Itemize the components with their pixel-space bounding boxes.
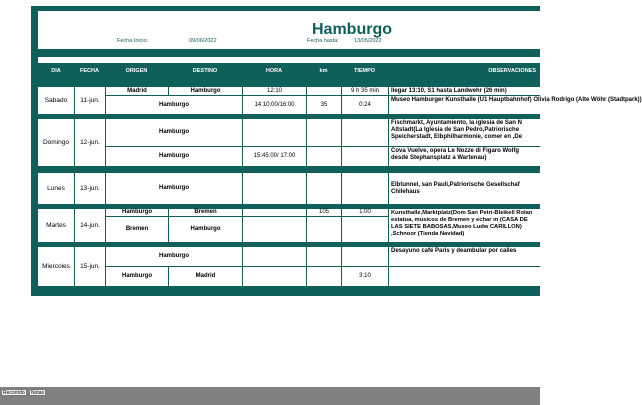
time-cell[interactable]	[242, 266, 306, 286]
notes-cell[interactable]: Desayuno café Paris y deambular por calles	[388, 246, 540, 266]
km-cell[interactable]: 105	[306, 208, 341, 216]
page-title: Hamburgo	[312, 21, 392, 38]
duration-cell[interactable]	[341, 172, 388, 204]
day-name[interactable]: Lunes	[38, 172, 74, 204]
start-date-label: Fecha Inicio:	[117, 38, 149, 44]
duration-cell[interactable]	[341, 246, 388, 266]
day-block-sabado	[38, 86, 642, 114]
col-dia: DIA	[51, 68, 61, 74]
km-cell[interactable]	[306, 118, 341, 146]
destination-cell[interactable]: Bremen	[168, 208, 242, 216]
km-cell[interactable]	[306, 146, 341, 166]
day-date[interactable]: 13-jun.	[74, 172, 105, 204]
table-header	[38, 67, 540, 75]
duration-cell[interactable]: 1:00	[341, 208, 388, 216]
km-cell[interactable]	[306, 216, 341, 242]
day-block-domingo	[38, 118, 540, 166]
duration-cell[interactable]: 9 h 35 min	[341, 86, 388, 95]
col-fecha: FECHA	[80, 68, 99, 74]
duration-cell[interactable]	[341, 216, 388, 242]
time-cell[interactable]	[242, 208, 306, 216]
duration-cell[interactable]: 3:10	[341, 266, 388, 286]
notes-cell[interactable]: llegar 13:10, S1 hasta Landwehr (26 min)	[388, 86, 540, 95]
km-cell[interactable]	[306, 246, 341, 266]
merged-place-cell[interactable]: Hamburgo	[105, 95, 242, 114]
day-name[interactable]: Martes	[38, 208, 74, 242]
day-date[interactable]: 14-jun.	[74, 208, 105, 242]
day-name[interactable]: Miercoles	[38, 246, 74, 286]
day-name[interactable]: Sabado	[38, 86, 74, 114]
notes-cell[interactable]	[388, 266, 540, 286]
end-date-value[interactable]: 13/05/2022	[354, 38, 382, 44]
end-date-label: Fecha hasta:	[307, 38, 339, 44]
origin-cell[interactable]: Hamburgo	[105, 266, 168, 286]
origin-cell[interactable]: Madrid	[105, 86, 168, 95]
notes-cell[interactable]: Elbtunnel, san Pauli,Patriorische Gesellschaf Chilehaus	[388, 172, 540, 204]
km-cell[interactable]	[306, 266, 341, 286]
day-name[interactable]: Domingo	[38, 118, 74, 166]
notes-cell[interactable]: Kunsthalle,Marktplatz(Dom San Petri-Bleikell Rolan estatua, musicos de Bremen y echar m (CASA DE LAS SIETE BABOSAS,Museo Ludw CARILLON) ,Schnoor (Tienda Navidad)	[388, 208, 540, 242]
destination-cell[interactable]: Madrid	[168, 266, 242, 286]
merged-place-cell[interactable]: Hamburgo	[105, 246, 242, 266]
day-date[interactable]: 12-jun.	[74, 118, 105, 166]
merged-place-cell[interactable]: Hamburgo	[105, 172, 242, 204]
time-cell[interactable]	[242, 216, 306, 242]
destination-cell[interactable]: Hamburgo	[168, 86, 242, 95]
time-cell[interactable]	[242, 172, 306, 204]
sheet-tab-recorrido[interactable]: Recorrido	[3, 390, 25, 396]
duration-cell[interactable]: 0:24	[341, 95, 388, 114]
sheet-tab-bar	[0, 387, 540, 405]
notes-cell[interactable]: Fischmarkt, Ayuntamiento, la iglesia de San N Altstadt(La Iglesia de San Pedro,Patriorische Speicherstadt, Elbphilharmonie, comer en ,De	[388, 118, 540, 146]
origin-cell[interactable]: Hamburgo	[105, 208, 168, 216]
header-band	[38, 11, 540, 49]
time-cell[interactable]: 12:10	[242, 86, 306, 95]
day-date[interactable]: 11-jun.	[74, 86, 105, 114]
spacer-band	[38, 57, 540, 63]
duration-cell[interactable]	[341, 118, 388, 146]
origin-cell[interactable]: Bremen	[105, 216, 168, 242]
time-cell[interactable]: 15:45:00/ 17:00	[242, 146, 306, 166]
time-cell[interactable]: 14:10:00/16:00	[242, 95, 306, 114]
time-cell[interactable]	[242, 118, 306, 146]
time-cell[interactable]	[242, 246, 306, 266]
day-block-lunes	[38, 172, 540, 204]
day-block-martes	[38, 208, 540, 242]
km-cell[interactable]	[306, 172, 341, 204]
col-destino: DESTINO	[192, 68, 218, 74]
start-date-value[interactable]: 09/06/2022	[189, 38, 217, 44]
notes-cell[interactable]: Museo Hamburger Kunsthalle (U1 Hauptbahnhof) Olivia Rodrigo (Alte Wöhr (Stadtpark))	[388, 95, 540, 114]
km-cell[interactable]: 35	[306, 95, 341, 114]
col-tiempo: TIEMPO	[353, 68, 376, 74]
merged-place-cell[interactable]: Hamburgo	[105, 146, 242, 166]
day-date[interactable]: 15-jun.	[74, 246, 105, 286]
day-block-miercoles	[38, 246, 540, 286]
col-origen: ORIGEN	[125, 68, 148, 74]
km-cell[interactable]	[306, 86, 341, 95]
sheet-tab-notas[interactable]: Notas	[31, 390, 45, 396]
merged-place-cell[interactable]: Hamburgo	[105, 118, 242, 146]
notes-cell[interactable]: Cova Vuelve, opera Le Nozze di Figaro Wolfg desde Stephansplatz a Wartenau)	[388, 146, 540, 166]
col-hora: HORA	[265, 68, 283, 74]
duration-cell[interactable]	[341, 146, 388, 166]
col-km: km	[319, 68, 328, 74]
col-observaciones: OBSERVACIONES	[488, 68, 536, 74]
destination-cell[interactable]: Hamburgo	[168, 216, 242, 242]
